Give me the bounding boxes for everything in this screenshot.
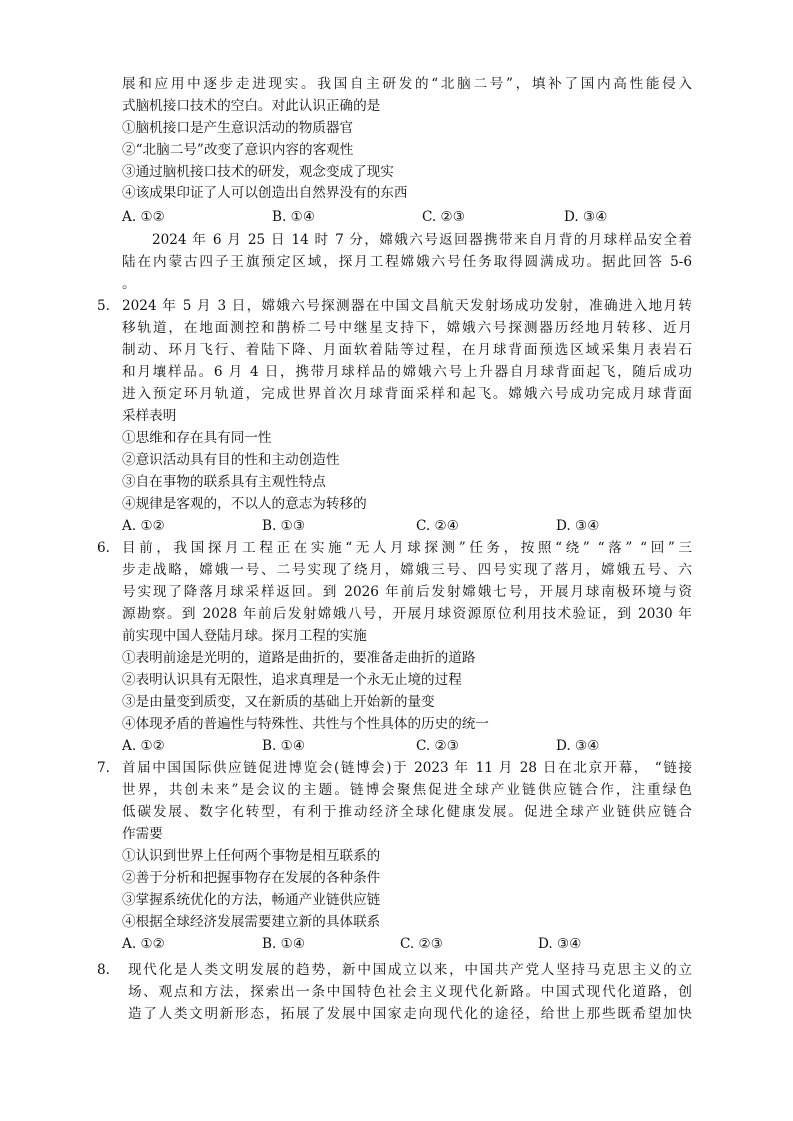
q7-number: 7. (97, 760, 110, 776)
q7-option-d: D. ③④ (538, 936, 582, 952)
q7-item-4: ④根据全球经济发展需要建立新的具体联系 (122, 914, 381, 930)
q7-stem-line: 作需要 (122, 826, 163, 842)
q6-stem-line: 源勘察。到 2028 年前后发射嫦娥八号，开展月球资源原位利用技术验证，到 2030 年 (122, 606, 692, 622)
q8-stem-line: 造了人类文明新形态，拓展了发展中国家走向现代化的途径，给世上那些既希望加快 (128, 1006, 692, 1022)
q4-text-line-2: 式脑机接口技术的空白。对此认识正确的是 (122, 98, 381, 114)
q5-stem-line: 进入预定环月轨道，完成世界首次月球背面采样和起飞。嫦娥六号成功完成月球背面 (122, 386, 692, 402)
q5-option-d: D. ③④ (556, 518, 600, 534)
q8-number: 8. (97, 962, 110, 978)
q5-stem-line: 制动、环月飞行、着陆下降、月面软着陆等过程，在月球背面预选区域采集月表岩石 (122, 342, 692, 358)
intro-line-1: 2024 年 6 月 25 日 14 时 7 分，嫦娥六号返回器携带来自月背的月球样品安全着 (152, 232, 692, 248)
q6-option-c: C. ②③ (416, 738, 459, 754)
q7-option-a: A. ①② (122, 936, 165, 952)
q8-stem-line: 现代化是人类文明发展的趋势，新中国成立以来，中国共产党人坚持马克思主义的立 (128, 962, 692, 978)
q5-stem-line: 2024 年 5 月 3 日，嫦娥六号探测器在中国文昌航天发射场成功发射，准确进入地月转 (122, 298, 692, 314)
q4-text-line-1: 展和应用中逐步走进现实。我国自主研发的“北脑二号”，填补了国内高性能侵入 (122, 76, 692, 92)
q6-item-3: ③是由量变到质变，又在新质的基础上开始新的量变 (122, 694, 435, 710)
q7-item-3: ③掌握系统优化的方法，畅通产业链供应链 (122, 892, 381, 908)
q5-stem-line: 采样表明 (122, 408, 177, 424)
q7-item-2: ②善于分析和把握事物存在发展的各种条件 (122, 870, 381, 886)
q6-number: 6. (97, 540, 110, 556)
q4-item-2: ②“北脑二号”改变了意识内容的客观性 (122, 142, 354, 158)
q6-option-b: B. ①④ (262, 738, 306, 754)
q6-item-1: ①表明前途是光明的，道路是曲折的，要准备走曲折的道路 (122, 650, 476, 666)
q7-stem-line: 世界，共创未来”是会议的主题。链博会聚焦促进全球产业链供应链合作，注重绿色 (122, 782, 692, 798)
q6-option-a: A. ①② (122, 738, 165, 754)
q5-option-c: C. ②④ (416, 518, 459, 534)
q4-option-d: D. ③④ (564, 209, 608, 225)
q4-item-3: ③通过脑机接口技术的研发，观念变成了现实 (122, 164, 394, 180)
intro-line-2: 陆在内蒙古四子王旗预定区域，探月工程嫦娥六号任务取得圆满成功。据此回答 5-6 (122, 254, 692, 270)
q5-item-4: ④规律是客观的，不以人的意志为转移的 (122, 496, 367, 512)
q5-item-3: ③自在事物的联系具有主观性特点 (122, 474, 326, 490)
q6-stem-line: 号实现了降落月球采样返回。到 2026 年前后发射嫦娥七号，开展月球南极环境与资 (122, 584, 692, 600)
q7-stem-line: 首届中国国际供应链促进博览会(链博会)于 2023 年 11 月 28 日在北京开幕， “链接 (122, 760, 692, 776)
q7-option-c: C. ②③ (400, 936, 443, 952)
q4-option-c: C. ②③ (422, 209, 465, 225)
q7-stem-line: 低碳发展、数字化转型，有利于推动经济全球化健康发展。促进全球产业链供应链合 (122, 804, 692, 820)
q4-item-4: ④该成果印证了人可以创造出自然界没有的东西 (122, 185, 408, 201)
q6-stem-line: 目前，我国探月工程正在实施“无人月球探测”任务，按照“绕” “落” “回”三 (122, 540, 692, 556)
q6-option-d: D. ③④ (556, 738, 600, 754)
q5-number: 5. (97, 298, 110, 314)
q6-stem-line: 前实现中国人登陆月球。探月工程的实施 (122, 628, 367, 644)
q6-item-2: ②表明认识具有无限性，追求真理是一个永无止境的过程 (122, 672, 462, 688)
q4-option-b: B. ①④ (272, 209, 316, 225)
q5-option-a: A. ①② (122, 518, 165, 534)
intro-line-3: 。 (122, 276, 136, 292)
q6-stem-line: 步走战略，嫦娥一号、二号实现了绕月，嫦娥三号、四号实现了落月，嫦娥五号、六 (122, 562, 692, 578)
q4-option-a: A. ①② (122, 209, 165, 225)
q5-item-1: ①思维和存在具有同一性 (122, 430, 272, 446)
q7-item-1: ①认识到世界上任何两个事物是相互联系的 (122, 848, 381, 864)
q5-stem-line: 移轨道，在地面测控和鹊桥二号中继星支持下，嫦娥六号探测器历经地月转移、近月 (122, 320, 692, 336)
q4-item-1: ①脑机接口是产生意识活动的物质器官 (122, 120, 354, 136)
q6-item-4: ④体现矛盾的普遍性与特殊性、共性与个性具体的历史的统一 (122, 716, 490, 732)
q5-item-2: ②意识活动具有目的性和主动创造性 (122, 452, 340, 468)
q7-option-b: B. ①④ (262, 936, 306, 952)
q5-stem-line: 和月壤样品。6 月 4 日，携带月球样品的嫦娥六号上升器自月球背面起飞，随后成功 (122, 364, 692, 380)
q8-stem-line: 场、观点和方法，探索出一条中国特色社会主义现代化新路。中国式现代化道路，创 (128, 984, 692, 1000)
q5-option-b: B. ①③ (262, 518, 306, 534)
